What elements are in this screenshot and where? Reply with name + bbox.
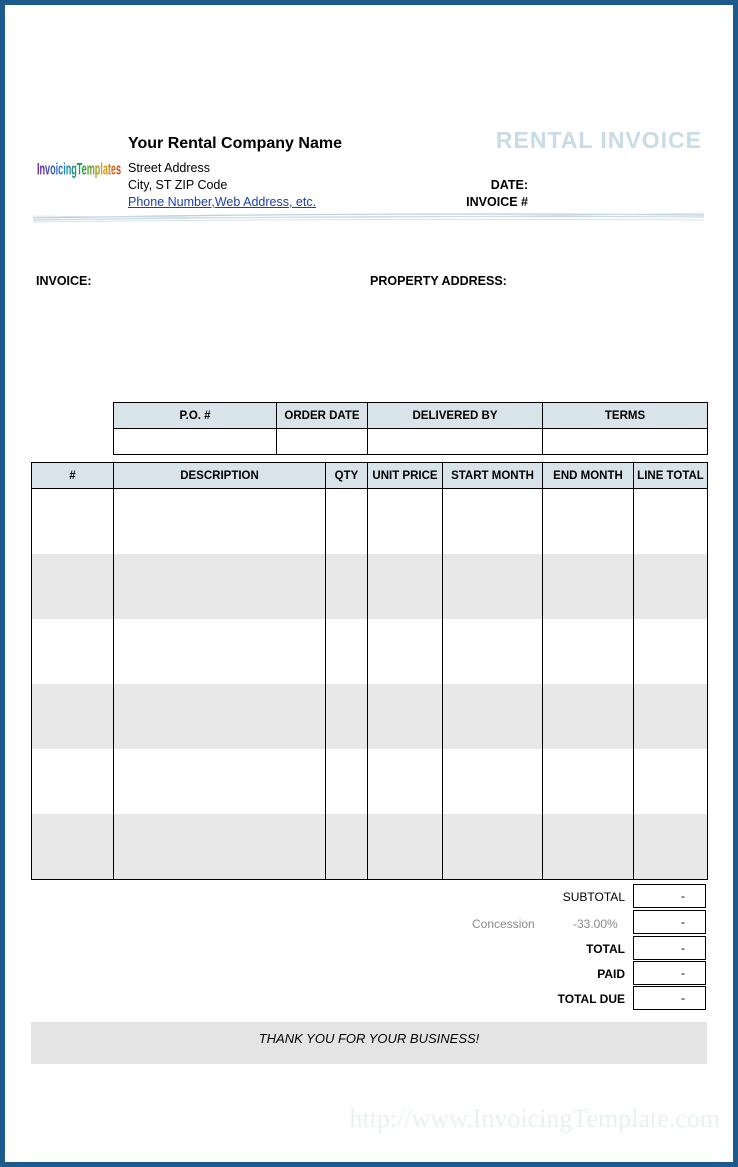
delivered-by-header: DELIVERED BY <box>368 403 543 429</box>
subtotal-label: SUBTOTAL <box>562 890 625 904</box>
start-month-header: START MONTH <box>443 463 543 489</box>
bill-to-label: INVOICE: <box>36 274 92 288</box>
concession-label: Concession <box>472 917 535 931</box>
city-state-zip: City, ST ZIP Code <box>128 178 228 192</box>
order-info-table <box>113 402 708 455</box>
line-items-table <box>31 462 708 880</box>
total-label: TOTAL <box>586 942 625 956</box>
property-address-label: PROPERTY ADDRESS: <box>370 274 507 288</box>
paid-value[interactable]: - <box>633 961 706 985</box>
date-label: DATE: <box>490 178 528 192</box>
paid-label: PAID <box>597 967 625 981</box>
table-row <box>32 814 708 880</box>
logo-text: InvoicingTemplates <box>37 160 121 179</box>
table-row <box>32 554 708 619</box>
company-name: Your Rental Company Name <box>128 135 342 152</box>
header-divider <box>33 211 704 225</box>
watermark-text: http://www.InvoicingTemplate.com <box>349 1104 720 1133</box>
company-logo <box>37 150 123 190</box>
concession-rate[interactable]: -33.00% <box>573 917 618 931</box>
table-row <box>32 749 708 814</box>
qty-header: QTY <box>326 463 368 489</box>
table-row <box>32 489 708 555</box>
delivered-by-cell[interactable] <box>368 429 543 455</box>
order-date-cell[interactable] <box>277 429 368 455</box>
total-value[interactable]: - <box>633 936 706 960</box>
table-row <box>32 684 708 749</box>
terms-header: TERMS <box>543 403 708 429</box>
total-due-value[interactable]: - <box>633 986 706 1010</box>
description-header: DESCRIPTION <box>114 463 326 489</box>
po-cell[interactable] <box>114 429 277 455</box>
end-month-header: END MONTH <box>543 463 634 489</box>
total-due-label: TOTAL DUE <box>557 992 625 1006</box>
contact-link[interactable]: Phone Number,Web Address, etc. <box>128 195 317 209</box>
order-date-header: ORDER DATE <box>277 403 368 429</box>
item-number-header: # <box>32 463 114 489</box>
po-header: P.O. # <box>114 403 277 429</box>
line-total-header: LINE TOTAL <box>634 463 708 489</box>
street-address: Street Address <box>128 161 210 175</box>
thank-you-banner: THANK YOU FOR YOUR BUSINESS! <box>31 1022 707 1064</box>
terms-cell[interactable] <box>543 429 708 455</box>
concession-value[interactable]: - <box>633 910 706 934</box>
invoice-title: RENTAL INVOICE <box>495 127 702 153</box>
invoice-number-label: INVOICE # <box>466 195 528 209</box>
subtotal-value[interactable]: - <box>633 884 706 908</box>
table-row <box>32 619 708 684</box>
unit-price-header: UNIT PRICE <box>368 463 443 489</box>
